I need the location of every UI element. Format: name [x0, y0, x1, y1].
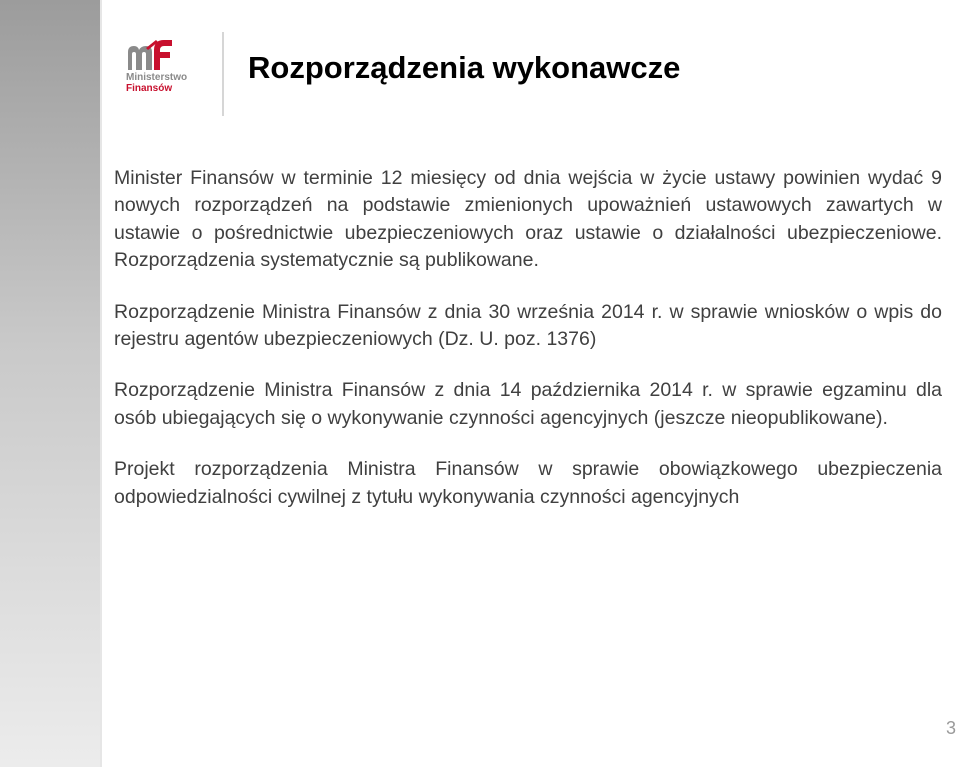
paragraph-draft-regulation: Projekt rozporządzenia Ministra Finansów w sprawie obowiązkowego ubezpieczenia odpowiedzialności cywilnej z tytułu wykonywania czynności agencyjnych	[114, 458, 942, 508]
band-edge	[100, 0, 102, 767]
paragraph-intro: Minister Finansów w terminie 12 miesięcy od dnia wejścia w życie ustawy powinien wydać 9 nowych rozporządzeń na podstawie zmienionych upoważnień ustawowych zawartych w ustawie o pośrednictwie ubezpieczeniowych oraz ustawie o działalności ubezpieczeniowe. Rozporządzenia systematycznie są publikowane.	[114, 167, 942, 272]
mf-logo-icon	[126, 38, 174, 72]
page-number: 3	[945, 718, 956, 738]
ministry-logo	[126, 38, 194, 98]
left-decorative-band	[0, 0, 100, 767]
logo-line1: Ministerstwo	[126, 72, 188, 83]
logo-line2: Finansów	[126, 83, 173, 94]
page-title: Rozporządzenia wykonawcze	[248, 50, 681, 85]
header-divider	[222, 32, 224, 116]
logo-wordmark	[126, 72, 187, 94]
paragraph-regulation-1: Rozporządzenie Ministra Finansów z dnia 30 września 2014 r. w sprawie wniosków o wpis do rejestru agentów ubezpieczeniowych (Dz. U. poz. 1376)	[114, 300, 942, 351]
slide-body	[114, 165, 942, 535]
paragraph-regulation-2: Rozporządzenie Ministra Finansów z dnia 14 października 2014 r. w sprawie egzaminu dla osób ubiegających się o wykonywanie czynności agencyjnych (jeszcze nieopublikowane).	[114, 379, 942, 429]
